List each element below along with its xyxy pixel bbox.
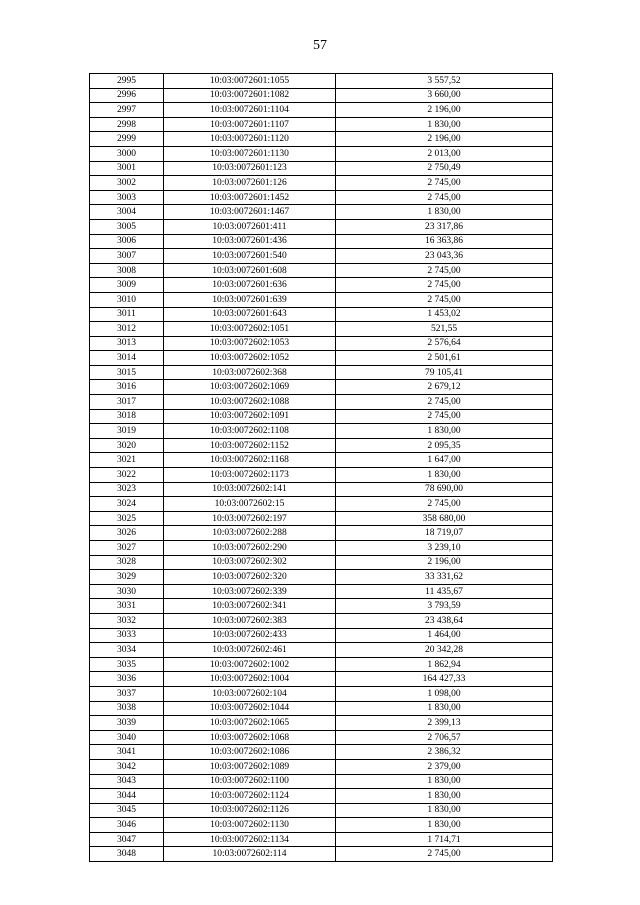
value-cell: 2 745,00	[336, 847, 553, 862]
row-number-cell: 3031	[90, 599, 164, 614]
table-row	[90, 409, 553, 424]
row-number-cell: 3012	[90, 322, 164, 337]
cadastral-number-cell: 10:03:0072602:114	[164, 847, 336, 862]
table-row	[90, 292, 553, 307]
row-number-cell: 3009	[90, 278, 164, 293]
cadastral-number-cell: 10:03:0072601:1055	[164, 74, 336, 89]
page-number: 57	[313, 38, 327, 53]
table-row	[90, 468, 553, 483]
table-row	[90, 103, 553, 118]
cadastral-number-cell: 10:03:0072602:339	[164, 584, 336, 599]
row-number-cell: 3028	[90, 555, 164, 570]
cadastral-number-cell: 10:03:0072602:1124	[164, 789, 336, 804]
row-number-cell: 3047	[90, 832, 164, 847]
row-number-cell: 3044	[90, 789, 164, 804]
value-cell: 23 043,36	[336, 249, 553, 264]
row-number-cell: 3011	[90, 307, 164, 322]
value-cell: 1 714,71	[336, 832, 553, 847]
value-cell: 1 830,00	[336, 803, 553, 818]
row-number-cell: 3039	[90, 716, 164, 731]
table-row	[90, 657, 553, 672]
table-row	[90, 438, 553, 453]
value-cell: 2 745,00	[336, 409, 553, 424]
table-row	[90, 380, 553, 395]
table-row	[90, 351, 553, 366]
row-number-cell: 3036	[90, 672, 164, 687]
row-number-cell: 2996	[90, 88, 164, 103]
cadastral-number-cell: 10:03:0072601:1107	[164, 117, 336, 132]
cadastral-number-cell: 10:03:0072602:1004	[164, 672, 336, 687]
value-cell: 23 438,64	[336, 613, 553, 628]
cadastral-number-cell: 10:03:0072602:104	[164, 686, 336, 701]
cadastral-number-cell: 10:03:0072601:540	[164, 249, 336, 264]
row-number-cell: 3043	[90, 774, 164, 789]
table-row	[90, 482, 553, 497]
value-cell: 2 386,32	[336, 745, 553, 760]
cadastral-number-cell: 10:03:0072602:1091	[164, 409, 336, 424]
row-number-cell: 3025	[90, 511, 164, 526]
cadastral-number-cell: 10:03:0072602:1168	[164, 453, 336, 468]
value-cell: 2 745,00	[336, 190, 553, 205]
value-cell: 521,55	[336, 322, 553, 337]
cadastral-number-cell: 10:03:0072601:608	[164, 263, 336, 278]
cadastral-number-cell: 10:03:0072601:643	[164, 307, 336, 322]
table-row	[90, 249, 553, 264]
table-row	[90, 74, 553, 89]
cadastral-number-cell: 10:03:0072601:636	[164, 278, 336, 293]
cadastral-number-cell: 10:03:0072602:288	[164, 526, 336, 541]
row-number-cell: 3040	[90, 730, 164, 745]
table-row	[90, 278, 553, 293]
cadastral-number-cell: 10:03:0072602:197	[164, 511, 336, 526]
row-number-cell: 3048	[90, 847, 164, 862]
value-cell: 3 557,52	[336, 74, 553, 89]
row-number-cell: 3016	[90, 380, 164, 395]
row-number-cell: 3020	[90, 438, 164, 453]
table-row	[90, 307, 553, 322]
table-body	[90, 74, 553, 862]
table-row	[90, 132, 553, 147]
cadastral-number-cell: 10:03:0072602:433	[164, 628, 336, 643]
table-row	[90, 730, 553, 745]
row-number-cell: 3018	[90, 409, 164, 424]
value-cell: 78 690,00	[336, 482, 553, 497]
table-row	[90, 205, 553, 220]
cadastral-number-cell: 10:03:0072602:1126	[164, 803, 336, 818]
row-number-cell: 3014	[90, 351, 164, 366]
row-number-cell: 3045	[90, 803, 164, 818]
cadastral-number-cell: 10:03:0072602:1086	[164, 745, 336, 760]
cadastral-number-cell: 10:03:0072602:461	[164, 643, 336, 658]
row-number-cell: 3019	[90, 424, 164, 439]
cadastral-number-cell: 10:03:0072602:302	[164, 555, 336, 570]
value-cell: 1 830,00	[336, 818, 553, 833]
value-cell: 20 342,28	[336, 643, 553, 658]
table-row	[90, 336, 553, 351]
cadastral-number-cell: 10:03:0072602:1134	[164, 832, 336, 847]
row-number-cell: 3035	[90, 657, 164, 672]
row-number-cell: 3017	[90, 395, 164, 410]
table-row	[90, 847, 553, 862]
row-number-cell: 3004	[90, 205, 164, 220]
table-row	[90, 774, 553, 789]
table-row	[90, 686, 553, 701]
table-row	[90, 613, 553, 628]
table-row	[90, 176, 553, 191]
table-row	[90, 701, 553, 716]
value-cell: 3 660,00	[336, 88, 553, 103]
value-cell: 2 196,00	[336, 132, 553, 147]
value-cell: 18 719,07	[336, 526, 553, 541]
table-row	[90, 88, 553, 103]
table-row	[90, 395, 553, 410]
table-row	[90, 365, 553, 380]
table-row	[90, 526, 553, 541]
table-row	[90, 672, 553, 687]
table-row	[90, 716, 553, 731]
value-cell: 2 706,57	[336, 730, 553, 745]
cadastral-number-cell: 10:03:0072602:1089	[164, 759, 336, 774]
table-row	[90, 643, 553, 658]
value-cell: 2 379,00	[336, 759, 553, 774]
value-cell: 1 830,00	[336, 701, 553, 716]
row-number-cell: 3024	[90, 497, 164, 512]
value-cell: 1 830,00	[336, 468, 553, 483]
table-row	[90, 190, 553, 205]
cadastral-number-cell: 10:03:0072601:1120	[164, 132, 336, 147]
cadastral-number-cell: 10:03:0072602:383	[164, 613, 336, 628]
cadastral-number-cell: 10:03:0072602:1088	[164, 395, 336, 410]
table-row	[90, 759, 553, 774]
cadastral-number-cell: 10:03:0072601:1452	[164, 190, 336, 205]
cadastral-number-cell: 10:03:0072602:1108	[164, 424, 336, 439]
value-cell: 2 013,00	[336, 146, 553, 161]
cadastral-number-cell: 10:03:0072602:1069	[164, 380, 336, 395]
value-cell: 23 317,86	[336, 219, 553, 234]
value-cell: 1 862,94	[336, 657, 553, 672]
row-number-cell: 2998	[90, 117, 164, 132]
cadastral-value-table	[89, 73, 553, 862]
row-number-cell: 3007	[90, 249, 164, 264]
value-cell: 2 745,00	[336, 263, 553, 278]
value-cell: 79 105,41	[336, 365, 553, 380]
table-row	[90, 555, 553, 570]
value-cell: 358 680,00	[336, 511, 553, 526]
table-row	[90, 541, 553, 556]
table-row	[90, 497, 553, 512]
row-number-cell: 3005	[90, 219, 164, 234]
cadastral-number-cell: 10:03:0072602:1052	[164, 351, 336, 366]
row-number-cell: 3008	[90, 263, 164, 278]
row-number-cell: 3015	[90, 365, 164, 380]
table-row	[90, 322, 553, 337]
value-cell: 1 098,00	[336, 686, 553, 701]
value-cell: 2 399,13	[336, 716, 553, 731]
cadastral-number-cell: 10:03:0072601:126	[164, 176, 336, 191]
value-cell: 1 830,00	[336, 117, 553, 132]
row-number-cell: 2999	[90, 132, 164, 147]
table-row	[90, 263, 553, 278]
cadastral-number-cell: 10:03:0072602:15	[164, 497, 336, 512]
row-number-cell: 3027	[90, 541, 164, 556]
row-number-cell: 3037	[90, 686, 164, 701]
row-number-cell: 3006	[90, 234, 164, 249]
cadastral-number-cell: 10:03:0072602:1044	[164, 701, 336, 716]
table-row	[90, 818, 553, 833]
cadastral-number-cell: 10:03:0072602:1002	[164, 657, 336, 672]
cadastral-number-cell: 10:03:0072601:411	[164, 219, 336, 234]
table-row	[90, 161, 553, 176]
value-cell: 33 331,62	[336, 570, 553, 585]
row-number-cell: 3033	[90, 628, 164, 643]
table-row	[90, 584, 553, 599]
row-number-cell: 3002	[90, 176, 164, 191]
row-number-cell: 3013	[90, 336, 164, 351]
table-row	[90, 117, 553, 132]
cadastral-number-cell: 10:03:0072601:1104	[164, 103, 336, 118]
cadastral-number-cell: 10:03:0072602:368	[164, 365, 336, 380]
value-cell: 2 679,12	[336, 380, 553, 395]
cadastral-number-cell: 10:03:0072602:1068	[164, 730, 336, 745]
cadastral-number-cell: 10:03:0072602:1173	[164, 468, 336, 483]
value-cell: 2 745,00	[336, 176, 553, 191]
table-row	[90, 453, 553, 468]
value-cell: 1 830,00	[336, 205, 553, 220]
value-cell: 3 793,59	[336, 599, 553, 614]
table-row	[90, 803, 553, 818]
row-number-cell: 3001	[90, 161, 164, 176]
row-number-cell: 2995	[90, 74, 164, 89]
row-number-cell: 3042	[90, 759, 164, 774]
table-row	[90, 511, 553, 526]
value-cell: 11 435,67	[336, 584, 553, 599]
cadastral-number-cell: 10:03:0072602:141	[164, 482, 336, 497]
row-number-cell: 3038	[90, 701, 164, 716]
cadastral-number-cell: 10:03:0072601:1082	[164, 88, 336, 103]
cadastral-number-cell: 10:03:0072601:1467	[164, 205, 336, 220]
cadastral-number-cell: 10:03:0072602:1051	[164, 322, 336, 337]
value-cell: 2 745,00	[336, 292, 553, 307]
value-cell: 2 196,00	[336, 103, 553, 118]
value-cell: 164 427,33	[336, 672, 553, 687]
row-number-cell: 3023	[90, 482, 164, 497]
table-row	[90, 146, 553, 161]
value-cell: 2 745,00	[336, 395, 553, 410]
row-number-cell: 3022	[90, 468, 164, 483]
cadastral-number-cell: 10:03:0072601:1130	[164, 146, 336, 161]
table-row	[90, 832, 553, 847]
cadastral-number-cell: 10:03:0072602:1130	[164, 818, 336, 833]
value-cell: 1 830,00	[336, 789, 553, 804]
table-row	[90, 219, 553, 234]
row-number-cell: 3029	[90, 570, 164, 585]
value-cell: 1 453,02	[336, 307, 553, 322]
table-row	[90, 570, 553, 585]
value-cell: 2 095,35	[336, 438, 553, 453]
cadastral-number-cell: 10:03:0072601:639	[164, 292, 336, 307]
row-number-cell: 3032	[90, 613, 164, 628]
row-number-cell: 3010	[90, 292, 164, 307]
value-cell: 3 239,10	[336, 541, 553, 556]
value-cell: 1 647,00	[336, 453, 553, 468]
value-cell: 1 830,00	[336, 774, 553, 789]
value-cell: 2 576,64	[336, 336, 553, 351]
cadastral-number-cell: 10:03:0072602:1152	[164, 438, 336, 453]
value-cell: 1 464,00	[336, 628, 553, 643]
value-cell: 2 501,61	[336, 351, 553, 366]
row-number-cell: 3026	[90, 526, 164, 541]
row-number-cell: 2997	[90, 103, 164, 118]
table-row	[90, 599, 553, 614]
row-number-cell: 3041	[90, 745, 164, 760]
table-row	[90, 789, 553, 804]
cadastral-number-cell: 10:03:0072602:1100	[164, 774, 336, 789]
value-cell: 2 750,49	[336, 161, 553, 176]
row-number-cell: 3030	[90, 584, 164, 599]
value-cell: 2 745,00	[336, 497, 553, 512]
row-number-cell: 3021	[90, 453, 164, 468]
table-row	[90, 424, 553, 439]
row-number-cell: 3000	[90, 146, 164, 161]
value-cell: 1 830,00	[336, 424, 553, 439]
value-cell: 2 745,00	[336, 278, 553, 293]
cadastral-number-cell: 10:03:0072602:341	[164, 599, 336, 614]
cadastral-number-cell: 10:03:0072601:123	[164, 161, 336, 176]
row-number-cell: 3034	[90, 643, 164, 658]
cadastral-number-cell: 10:03:0072602:320	[164, 570, 336, 585]
table-row	[90, 745, 553, 760]
table-row	[90, 628, 553, 643]
cadastral-number-cell: 10:03:0072601:436	[164, 234, 336, 249]
table-row	[90, 234, 553, 249]
value-cell: 2 196,00	[336, 555, 553, 570]
cadastral-number-cell: 10:03:0072602:1065	[164, 716, 336, 731]
cadastral-number-cell: 10:03:0072602:1053	[164, 336, 336, 351]
row-number-cell: 3003	[90, 190, 164, 205]
value-cell: 16 363,86	[336, 234, 553, 249]
cadastral-number-cell: 10:03:0072602:290	[164, 541, 336, 556]
row-number-cell: 3046	[90, 818, 164, 833]
